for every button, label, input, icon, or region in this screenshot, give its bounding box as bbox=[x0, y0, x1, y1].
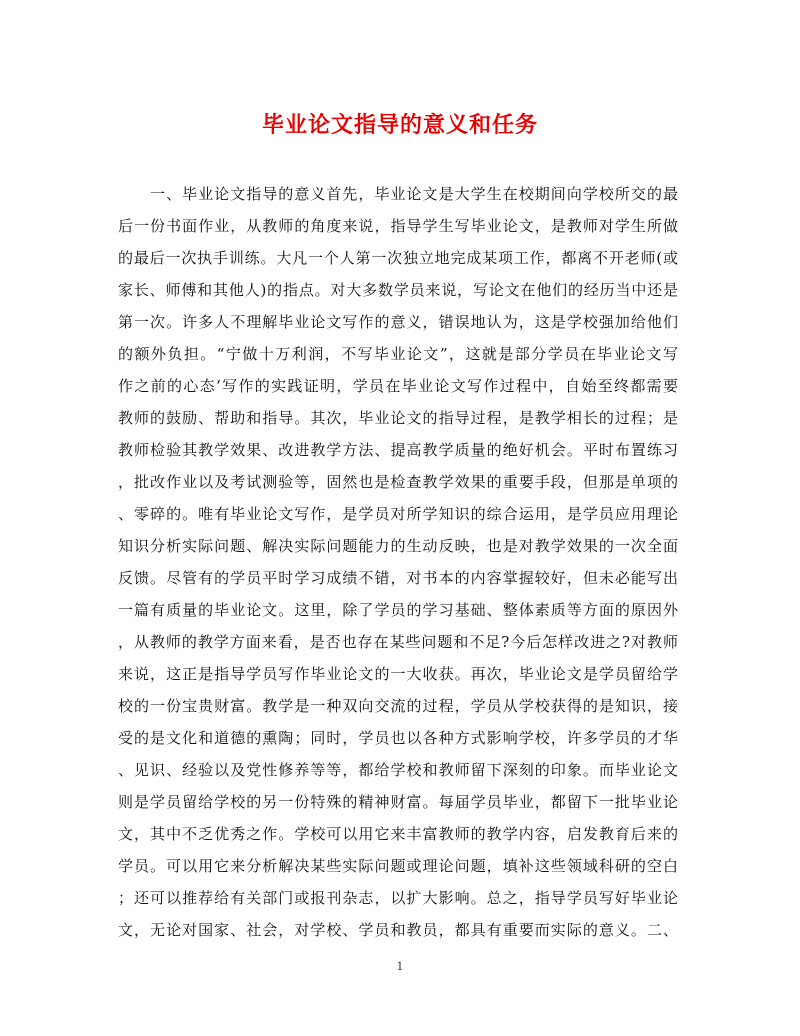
body-line: 、零碎的。唯有毕业论文写作，是学员对所学知识的综合运用，是学员应用理论 bbox=[118, 505, 678, 523]
body-line: ；还可以推荐给有关部门或报刊杂志，以扩大影响。总之，指导学员写好毕业论 bbox=[118, 889, 678, 907]
body-line: 一、毕业论文指导的意义首先，毕业论文是大学生在校期间向学校所交的最 bbox=[118, 185, 678, 203]
body-line: 来说，这正是指导学员写作毕业论文的一大收获。再次，毕业论文是学员留给学 bbox=[118, 665, 678, 683]
body-line: 文，其中不乏优秀之作。学校可以用它来丰富教师的教学内容，启发教育后来的 bbox=[118, 825, 678, 843]
body-line: 则是学员留给学校的另一份特殊的精神财富。每届学员毕业，都留下一批毕业论 bbox=[118, 793, 678, 811]
page-number: 1 bbox=[396, 960, 404, 973]
body-line: ，批改作业以及考试测验等，固然也是检查教学效果的重要手段，但那是单项的 bbox=[118, 473, 678, 491]
body-line: ，从教师的教学方面来看，是否也存在某些问题和不足?今后怎样改进之?对教师 bbox=[118, 633, 678, 651]
body-line: 后一份书面作业，从教师的角度来说，指导学生写毕业论文，是教师对学生所做 bbox=[118, 217, 678, 235]
body-line: 受的是文化和道德的熏陶；同时，学员也以各种方式影响学校，许多学员的才华 bbox=[118, 729, 678, 747]
body-line: 的最后一次执手训练。大凡一个人第一次独立地完成某项工作，都离不开老师(或 bbox=[118, 249, 678, 267]
body-line: 家长、师傅和其他人)的指点。对大多数学员来说，写论文在他们的经历当中还是 bbox=[118, 281, 678, 299]
body-line: 教师检验其教学效果、改进教学方法、提高教学质量的绝好机会。平时布置练习 bbox=[118, 441, 678, 459]
body-line: 作之前的心态‘写作的实践证明，学员在毕业论文写作过程中，自始至终都需要 bbox=[118, 377, 678, 395]
body-line: 的额外负担。“宁做十万利润，不写毕业论文”，这就是部分学员在毕业论文写 bbox=[118, 345, 678, 363]
body-line: 校的一份宝贵财富。教学是一种双向交流的过程，学员从学校获得的是知识，接 bbox=[118, 697, 678, 715]
body-line: 一篇有质量的毕业论文。这里，除了学员的学习基础、整体素质等方面的原因外 bbox=[118, 601, 678, 619]
document-title: 毕业论文指导的意义和任务 bbox=[261, 112, 538, 138]
body-text bbox=[118, 178, 678, 946]
body-line: 文，无论对国家、社会，对学校、学员和教员，都具有重要而实际的意义。二、 bbox=[118, 921, 678, 939]
body-line: 知识分析实际问题、解决实际问题能力的生动反映，也是对教学效果的一次全面 bbox=[118, 537, 678, 555]
body-line: 第一次。许多人不理解毕业论文写作的意义，错误地认为，这是学校强加给他们 bbox=[118, 313, 678, 331]
body-line: 教师的鼓励、帮助和指导。其次，毕业论文的指导过程，是教学相长的过程；是 bbox=[118, 409, 678, 427]
body-line: 、见识、经验以及党性修养等等，都给学校和教师留下深刻的印象。而毕业论文 bbox=[118, 761, 678, 779]
body-line: 学员。可以用它来分析解决某些实际问题或理论问题，填补这些领域科研的空白 bbox=[118, 857, 678, 875]
body-line: 反馈。尽管有的学员平时学习成绩不错，对书本的内容掌握较好，但未必能写出 bbox=[118, 569, 678, 587]
